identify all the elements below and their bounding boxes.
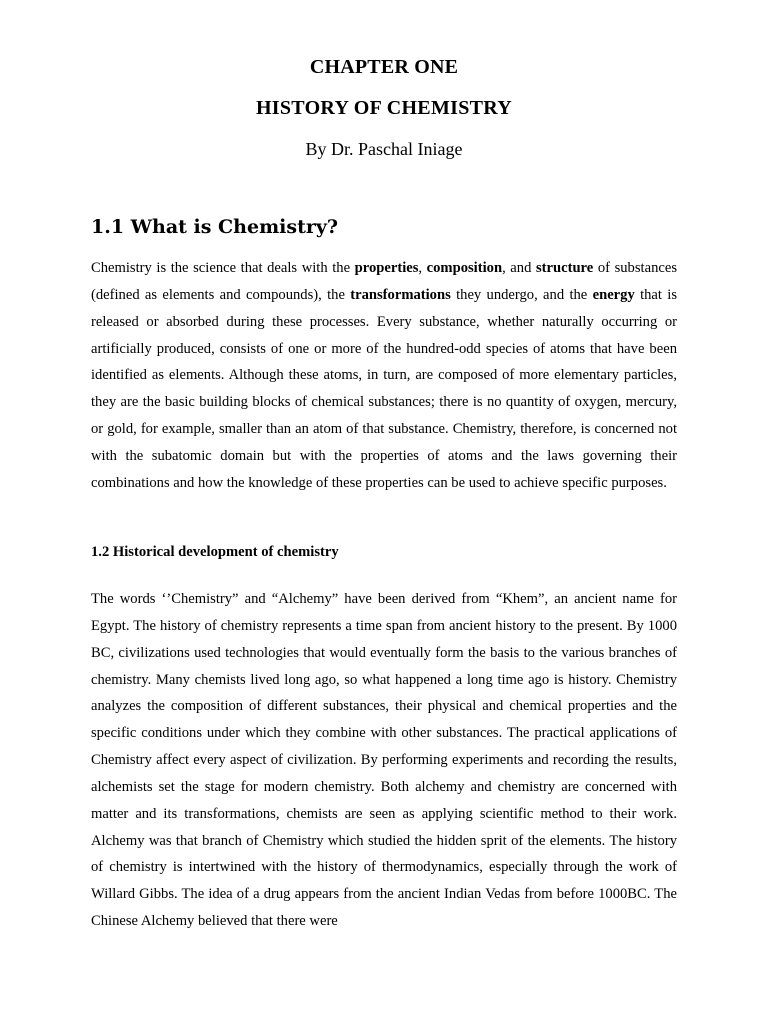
text-run: that is released or absorbed during these processes. Every substance, whether naturally occurring or artificially produced, consists of one or more of the hundred-odd species of atoms that have been identified as elements. Although these atoms, in turn, are composed of more elementary particles, they are the basic building blocks of chemical substances; there is no quantity of oxygen, mercury, or gold, for example, smaller than an atom of that substance. Chemistry, therefore, is concerned not with the subatomic domain but with the properties of atoms and the laws governing their combinations and how the knowledge of these properties can be used to achieve specific purposes.: [91, 286, 677, 491]
text-run: Chemistry is the science that deals with the: [91, 260, 355, 276]
bold-term-composition: composition: [426, 260, 503, 276]
bold-term-transformations: transformations: [350, 286, 451, 303]
text-run: ,: [418, 260, 427, 276]
section-heading-what-is-chemistry: 1.1 What is Chemistry?: [91, 216, 339, 238]
author-byline: By Dr. Paschal Iniage: [305, 139, 463, 159]
bold-term-structure: structure: [535, 260, 594, 276]
paragraph-what-is-chemistry: [91, 255, 677, 497]
section-heading-historical-development: 1.2 Historical development of chemistry: [91, 544, 339, 560]
text-run: of substances (defined as elements and compounds), the: [91, 260, 677, 303]
text-run: , and: [502, 260, 536, 276]
bold-term-properties: properties: [354, 260, 419, 276]
page-title: HISTORY OF CHEMISTRY: [255, 97, 513, 119]
bold-term-energy: energy: [592, 286, 635, 303]
chapter-label: CHAPTER ONE: [309, 56, 459, 78]
text-run: they undergo, and the: [450, 286, 593, 303]
paragraph-historical-development: The words ‘’Chemistry” and “Alchemy” have been derived from “Khem”, an ancient name for Egypt. The history of chemistry represents a time span from ancient history to the present. By 1000 BC, civilizations used technologies that would eventually form the basis to the various branches of chemistry. Many chemists lived long ago, so what happened a long time ago is history. Chemistry analyzes the composition of different substances, their physical and chemical properties and the specific conditions under which they combine with other substances. The practical applications of Chemistry affect every aspect of civilization. By performing experiments and recording the results, alchemists set the stage for modern chemistry. Both alchemy and chemistry are concerned with matter and its transformations, chemists are seen as applying scientific method to their work. Alchemy was that branch of Chemistry which studied the hidden sprit of the elements. The history of chemistry is intertwined with the history of thermodynamics, especially through the work of Willard Gibbs. The idea of a drug appears from the ancient Indian Vedas from before 1000BC. The Chinese Alchemy believed that there were: [91, 591, 677, 930]
